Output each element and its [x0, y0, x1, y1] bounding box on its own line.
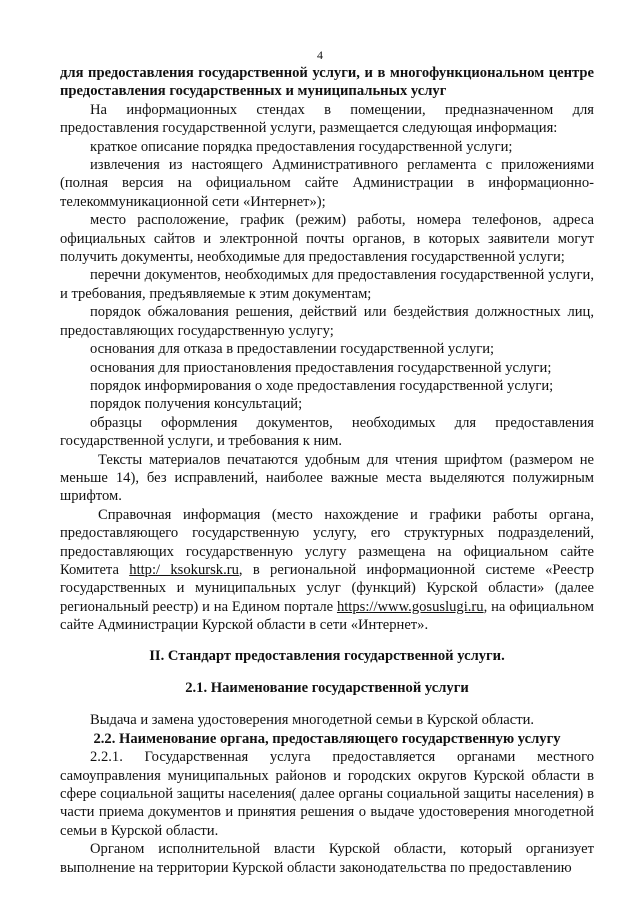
last-paragraph: Органом исполнительной власти Курской области, который организует выполнение на территории Курской области законодательства по предоставлению [60, 841, 594, 876]
list-item: порядок обжалования решения, действий или бездействия должностных лиц, предоставляющих государственную услугу; [60, 304, 594, 339]
list-item: извлечения из настоящего Административного регламента с приложениями (полная версия на официальном сайте Администрации в информационно-телекоммуникационной сети «Интернет»); [60, 157, 594, 210]
info-intro-paragraph: На информационных стендах в помещении, предназначенном для предоставления государственной услуги, размещается следующая информация: [60, 101, 594, 137]
list-item: образцы оформления документов, необходимых для предоставления государственной услуги, и требования к ним. [60, 414, 594, 450]
section-heading: II. Стандарт предоставления государственной услуги. [149, 647, 505, 664]
gosuslugi-link[interactable]: https://www.gosuslugi.ru [336, 598, 484, 615]
reference-text-3: , на официальном сайте Администрации Курской области в сети «Интернет». [60, 598, 594, 634]
list-item: краткое описание порядка предоставления государственной услуги; [90, 138, 513, 155]
page-number: 4 [317, 48, 323, 62]
list-item: основания для приостановления предоставления государственной услуги; [90, 359, 552, 376]
reference-paragraph [60, 506, 594, 635]
list-item: порядок информирования о ходе предоставления государственной услуги; [90, 377, 554, 394]
intro-bold-heading: для предоставления государственной услуги, и в многофункциональном центре предоставления государственных и муниципальных услуг [60, 65, 594, 100]
subsection-heading-2-2: 2.2. Наименование органа, предоставляющего государственную услугу [93, 730, 561, 747]
list-item: порядок получения консультаций; [90, 396, 303, 413]
reference-text-1: Справочная информация (место нахождение и графики работы органа, предоставляющего государственную услугу, его структурных подразделений, предоставляющих государственную услугу размещена на официальном сайте Комитета [60, 506, 594, 578]
subsection-heading-2-1: 2.1. Наименование государственной услуги [185, 680, 469, 696]
reference-text-2: , в региональной информационной системе «Реестр государственных и муниципальных услуг (функций) Курской области» (далее региональный реестр) и на Едином портале [60, 561, 594, 615]
paragraph-2-2-1: 2.2.1. Государственная услуга предоставляется органами местного самоуправления муниципальных районов и городских округов Курской области в сфере социальной защиты населения( далее органы социальной защиты населения) в части приема документов и принятия решения о выдаче удостоверения многодетной семьи в Курской области. [60, 749, 594, 839]
service-name-paragraph: Выдача и замена удостоверения многодетной семьи в Курской области. [90, 712, 535, 729]
list-item: перечни документов, необходимых для предоставления государственной услуги, и требования, предъявляемые к этим документам; [60, 267, 594, 302]
document-body [60, 64, 594, 877]
list-item: основания для отказа в предоставлении государственной услуги; [90, 341, 495, 358]
list-item: место расположение, график (режим) работы, номера телефонов, адреса официальных сайтов и электронной почты органов, в которых заявители могут получить документы, необходимые для предоставления государственной услуги; [60, 212, 594, 266]
fonts-paragraph: Тексты материалов печатаются удобным для чтения шрифтом (размером не меньше 14), без исправлений, наиболее важные места выделяются полужирным шрифтом. [60, 451, 594, 505]
committee-site-link[interactable]: http:/ ksokursk.ru [129, 561, 239, 578]
